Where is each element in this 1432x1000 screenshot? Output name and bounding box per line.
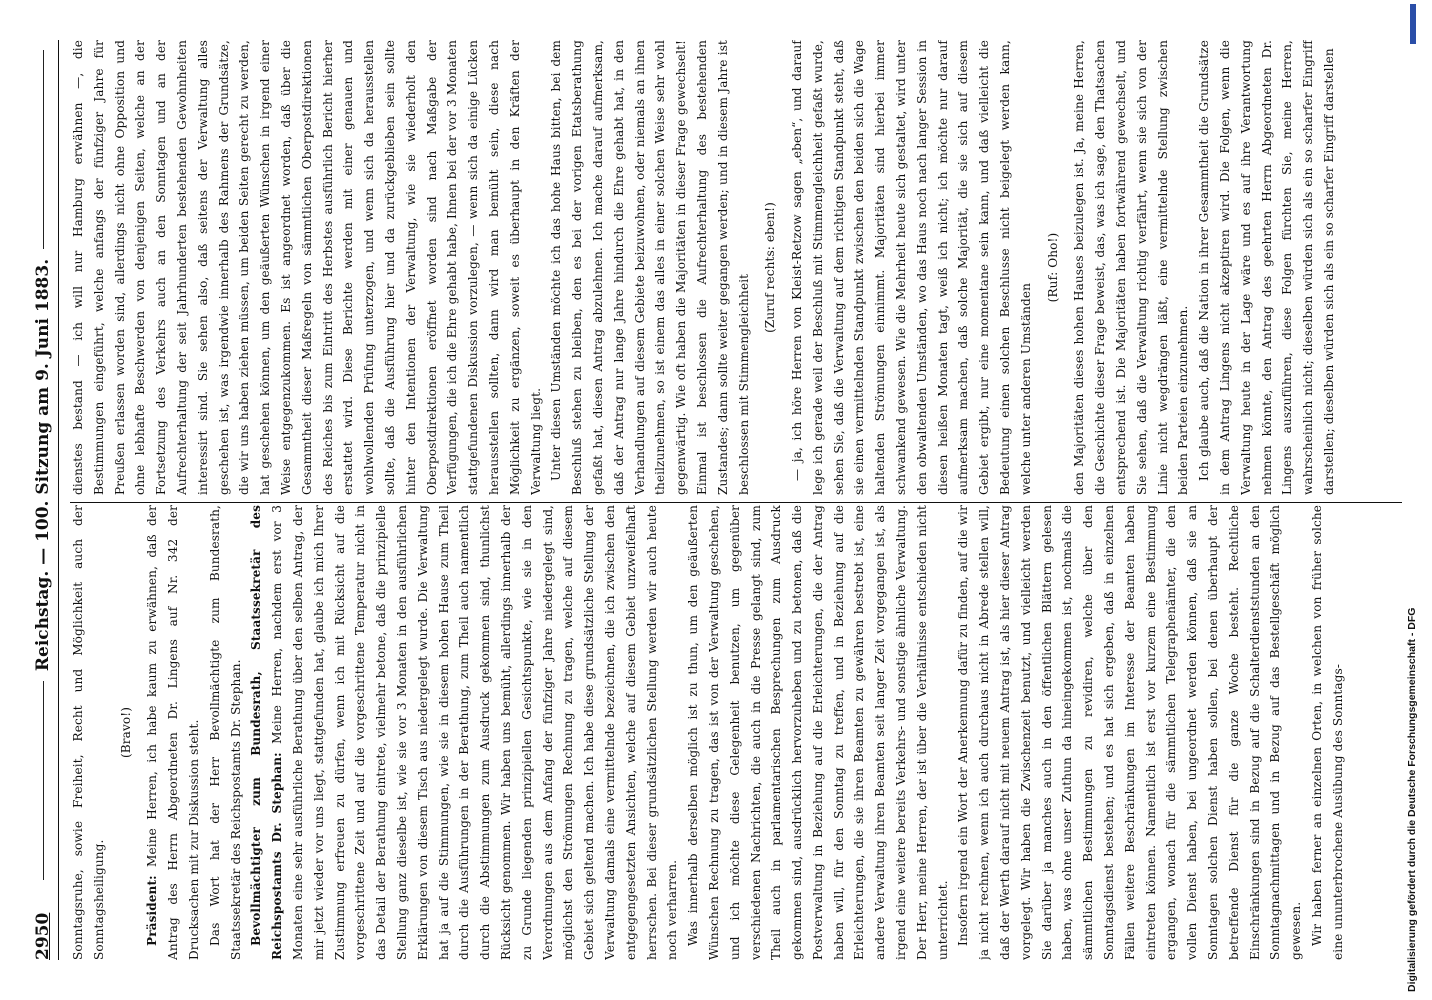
left_column-paragraph (683, 505, 953, 960)
left_column-paragraph (246, 505, 683, 960)
paragraph-text: Wir haben ferner an einzelnen Orten, in welchen von früher solche eine ununterbrochene Ausübung des Sonntags- (1310, 505, 1345, 960)
right_column-paragraph (1069, 40, 1194, 495)
paragraph-text: Meine Herren, nachdem erst vor 3 Monaten eine sehr ausführliche Berathung über den selben Antrag, der mir jetzt wieder vor uns liegt, stattgefunden hat, glaube ich mich Ihrer Zustimmung erfreuen zu dürfen, wenn ich mit Rücksicht auf die vorgeschrittene Zeit und auf die vorgeschrittene Temperatur nicht in das Detail der Berathung eintrete, vielmehr betone, daß die prinzipielle Stellung ganz dieselbe ist, wie sie vor 3 Monaten in den ausführlichen Erklärungen von diesem Tisch aus niedergelegt wurde. Die Verwaltung hat ja auf die Stimmungen, wie sie in diesem hohen Hause zum Theil durch die Ausführungen in der Berathung, zum Theil auch namentlich durch die Abstimmungen zum Ausdruck gekommen sind, thunlichst Rücksicht genommen. Wir haben uns bemüht, allerdings innerhalb der zu Grunde liegenden prinzipiellen Gesichtspunkte, wie sie in den Verordnungen aus dem Anfang der fünfziger Jahre niedergelegt sind, möglichst den Strömungen Rechnung zu tragen, welche auf diesem Gebiet sich geltend machen. Ich habe diese grundsätzliche Stellung der Verwaltung damals eine vermittelnde bezeichnen, die ich zwischen den entgegengesetzten Ansichten, welche auf diesem Gebiet unzweifelhaft herrschen. Bei dieser grundsätzlichen Stellung werden wir auch heute noch verharren. (270, 505, 680, 960)
right_column-paragraph (1043, 40, 1064, 495)
header-dash-right (43, 50, 44, 249)
left-column (68, 505, 1402, 960)
funding-text: Digitalisierung gefördert durch die Deutsche Forschungsgemeinschaft - DFG (1406, 607, 1418, 992)
header-rule (58, 40, 59, 960)
column-divider (70, 502, 1402, 503)
left_column-paragraph (142, 505, 204, 960)
right_column-paragraph (68, 40, 546, 495)
paragraph-text: Sonntagsruhe, sowie Freiheit, Recht und Möglichkeit auch der Sonntagsheiligung. (71, 505, 106, 960)
paragraph-text: Ich glaube auch, daß die Nation in ihrer Gesammtheit die Grundsätze in dem Antrag Lingens nicht akzeptiren wird. Die Folgen, wenn die Verwaltung heute in der Lage wäre und es auf ihre Verantwortung nehmen könnte, den Antrag des geehrten Herrn Abgeordneten Dr. Lingens auszuführen, diese Folgen fürchten Sie, meine Herren, wahrscheinlich nicht; dieselben würden sich als ein so scharfer Eingriff darstellen; dieselben würden sich als ein so scharfer Eingriff darstellen (1197, 40, 1337, 495)
right_column-paragraph (760, 40, 781, 495)
funding-note (1400, 6, 1424, 996)
left_column-paragraph (953, 505, 1307, 960)
speaker-name: Bevollmächtigter zum Bundesrath, Staatssekretär des Reichspostamts Dr. Stephan: (249, 505, 285, 960)
left_column-paragraph (205, 505, 247, 960)
page-title: Reichstag. — 100. Sitzung am 9. Juni 1883. (33, 258, 53, 672)
paragraph-text: Das Wort hat der Herr Bevollmächtigte zum Bundesrath, Staatssekretär des Reichspostamts Dr. Stephan. (207, 505, 243, 960)
paragraph-text: Unter diesen Umständen möchte ich das hohe Haus bitten, bei dem Beschluß stehen zu bleiben, den es bei der vorigen Etatsberathung gefaßt hat, diesen Antrag abzulehnen. Ich mache darauf aufmerksam, daß der Antrag nur lange Jahre hindurch die Ehre gehabt hat, in den Verhandlungen auf diesem Gebiete beizuwohnen, oder niemals an ihnen theilzunehmen, so ist einem das alles in einer solchen Weise sehr wohl gegenwärtig. Wie oft haben die Majoritäten in dieser Frage gewechselt! Einmal ist beschlossen die Aufrechterhaltung des bestehenden Zustandes; dann sollte weiter gegangen werden; und in diesem Jahre ist beschlossen mit Stimmengleichheit (549, 40, 751, 495)
left_column-paragraph (116, 505, 137, 960)
paragraph-text: (Ruf: Oho!) (1045, 232, 1060, 303)
paragraph-text: dienstes bestand — ich will nur Hamburg erwähnen —, die Bestimmungen eingeführt, welche anfangs der fünfziger Jahre für Preußen erlassen worden sind, allerdings nicht ohne Opposition und ohne lebhafte Beschwerden von denjenigen Seiten, welche an der Fortsetzung des Verkehrs auch an den Sonntagen und an der Aufrechterhaltung der seit Jahrhunderten bestehenden Gewohnheiten interessirt sind. Sie sehen also, daß seitens der Verwaltung alles geschehen ist, was irgendwie innerhalb des Rahmens der Grundsätze, die wir uns haben ziehen müssen, um beiden Seiten gerecht zu werden, hat geschehen können, um den geäußerten Wünschen in irgend einer Weise entgegenzukommen. Es ist angeordnet worden, daß über die Gesammtheit dieser Maßregeln von sämmtlichen Oberpostdirektionen des Reiches bis zum Eintritt des Herbstes ausführlich Bericht hierher erstattet wird. Diese Berichte werden mit einer genauen und wohlwollenden Prüfung unterzogen, und wenn sich da herausstellen sollte, daß die Ausführung hier und da zurückgeblieben sein sollte hinter den Intentionen der Verwaltung, wie sie wiederholt den Oberpostdirektionen eröffnet worden sind nach Maßgabe der Verfügungen, die ich die Ehre gehabt habe, Ihnen bei der vor 3 Monaten stattgefundenen Diskussion vorzulegen, — wenn sich da einige Lücken herausstellen sollten, dann wird man bemüht sein, diese nach Möglichkeit zu ergänzen, soweit es überhaupt in den Kräften der Verwaltung liegt. (71, 40, 543, 495)
paragraph-text: Meine Herren, ich habe kaum zu erwähnen, daß der Antrag des Herrn Abgeordneten Dr. Lingens auf Nr. 342 der Drucksachen mit zur Diskussion steht. (145, 505, 201, 960)
speaker-name: Präsident: (145, 875, 160, 946)
paragraph-text: (Bravo!) (118, 706, 133, 759)
header-dash (43, 681, 44, 880)
left_column-paragraph (1307, 505, 1349, 960)
right_column-paragraph (546, 40, 754, 495)
page-number: 2950 (33, 912, 53, 960)
paragraph-text: Was innerhalb derselben möglich ist zu thun, um den geäußerten Wünschen Rechnung zu tragen, das ist von der Verwaltung geschehen, und ich möchte diese Gelegenheit benutzen, um gegenüber verschiedenen Nachrichten, die auch in die Presse gelangt sind, zum Theil auch in parlamentarischen Besprechungen zum Ausdruck gekommen sind, ausdrücklich hervorzuheben und zu betonen, daß die Postverwaltung in Beziehung auf die Erleichterungen, die der Antrag haben will, für den Sonntag zu treffen, und in Beziehung auf die Erleichterungen, die sie ihren Beamten zu gewähren bestrebt ist, eine andere Verwaltung ihren Beamten seit langer Zeit vorgegangen ist, als irgend eine weitere bereits Verkehrs- und sonstige ähnliche Verwaltung. Der Herr, meine Herren, der ist über die Verhältnisse entschieden nicht unterrichtet. (686, 505, 950, 960)
left_column-paragraph (68, 505, 110, 960)
right_column-paragraph (787, 40, 1037, 495)
page-header (30, 40, 56, 960)
paragraph-text: den Majoritäten dieses hohen Hauses beizulegen ist. Ja, meine Herren, die Geschichte dieser Frage beweist, das, was ich sage, den Thatsachen entsprechend ist. Die Majoritäten haben fortwährend gewechselt, und Sie sehen, daß die Verwaltung richtig verfährt, wenn sie sich von der Linie nicht wegdrängen läßt, eine vermittelnde Stellung zwischen beiden Parteien einzunehmen. (1072, 40, 1191, 495)
right-column (68, 40, 1402, 495)
paragraph-text: — ja, ich höre Herren von Kleist-Retzow sagen „eben“, und darauf lege ich gerade weil der Beschluß mit Stimmengleichheit gefaßt wurde, sehen Sie, daß die Verwaltung auf dem richtigen Standpunkt steht, daß sie einen vermittelnden Standpunkt zwischen den beiden sich die Wage haltenden Strömungen einnimmt. Majoritäten sind hierbei immer schwankend gewesen. Wie die Mehrheit heute sich gestaltet, wird unter den obwaltenden Umständen, wo das Haus noch nach langer Session in diesen heißen Monaten tagt, weiß ich nicht; ich möchte nur darauf aufmerksam machen, daß solche Majorität, die sie sich auf diesem Gebiet ergibt, nur eine momentane sein kann, und daß vielleicht die Bedeutung einen solchen Beschlusse nicht beigelegt werden kann, welche unter anderen Umständen (790, 40, 1033, 495)
paragraph-text: Insofern irgend ein Wort der Anerkennung dafür zu finden, auf die wir ja nicht rechnen, wenn ich auch durchaus nicht in Abrede stellen will, daß der Werth darauf nicht mit neuem Antrag ist, als hier dieser Antrag vorgelegt. Wir haben die Zwischenzeit benutzt, und vielleicht werden Sie darüber ja manches auch in den öffentlichen Blättern gelesen haben, was ohne unser Zuthun da hineingekommen ist, nochmals die sämmtlichen Bestimmungen zu revidiren, welche über den Sonntagsdienst bestehen; und es hat sich ergeben, daß in einzelnen Fällen weitere Beschränkungen im Interesse der Beamten haben eintreten können. Namentlich ist erst vor kurzem eine Bestimmung ergangen, wonach für die sämmtlichen Telegraphenämter, die den vollen Dienst haben, bei ungeordnet werden können, daß sie an Sonntagen solchen Dienst haben sollen, bei denen überhaupt der betreffende Dienst für die ganze Woche besteht. Rechtliche Einschränkungen sind in Bezug auf die Schalterdienststunden an den Sonntagnachmittagen und in Bezug auf das Bestellgeschäft möglich gewesen. (956, 505, 1304, 960)
paragraph-text: (Zuruf rechts: eben!) (763, 202, 778, 333)
right_column-paragraph (1194, 40, 1340, 495)
